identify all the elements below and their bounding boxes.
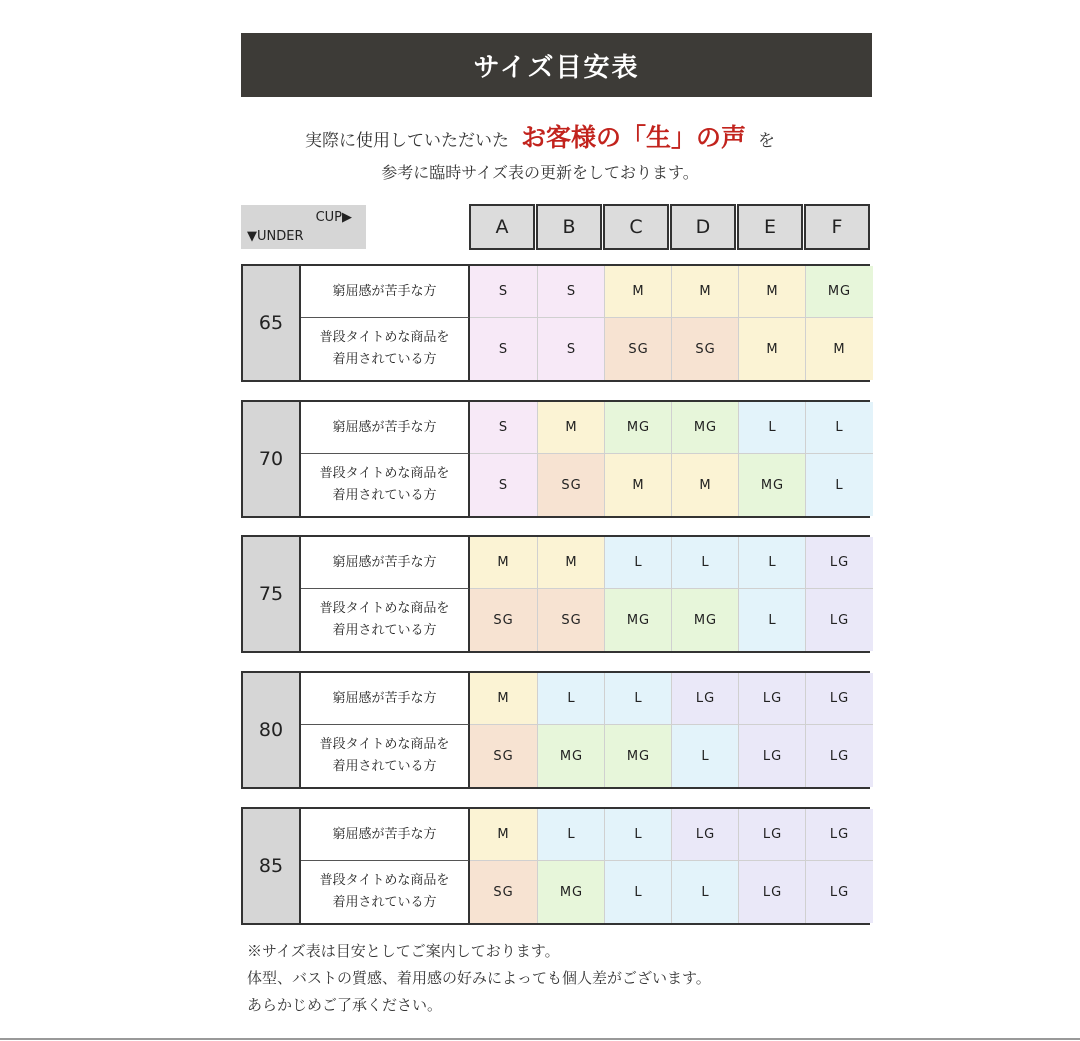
size-cell: M: [537, 402, 605, 454]
row-label-tight-line: 着用されている方: [332, 895, 437, 910]
row-label-tight: [301, 589, 470, 651]
size-cell: M: [738, 266, 806, 318]
size-cell: LG: [671, 809, 739, 861]
size-cell: SG: [537, 589, 605, 651]
intro-line-2: 参考に臨時サイズ表の更新をしております。: [381, 163, 699, 182]
note-line: ※サイズ表は目安としてご案内しております。: [247, 942, 560, 960]
row-label-tight-line: 着用されている方: [332, 352, 437, 367]
size-cell: LG: [738, 809, 806, 861]
cup-header-cell: F: [804, 204, 870, 250]
size-cell: LG: [805, 673, 873, 725]
size-cell: M: [470, 673, 537, 725]
size-cell: SG: [470, 861, 537, 923]
row-label-loose: 窮屈感が苦手な方: [301, 537, 470, 589]
size-cell: L: [604, 673, 672, 725]
size-cell: M: [470, 809, 537, 861]
row-label-tight-line: 普段タイトめな商品を: [319, 873, 450, 888]
size-cell: L: [738, 537, 806, 589]
row-label-tight: [301, 725, 470, 787]
row-label-tight: [301, 861, 470, 923]
size-block: [241, 535, 870, 653]
row-label-tight-line: 普段タイトめな商品を: [319, 601, 450, 616]
bottom-divider: [0, 1038, 1080, 1040]
size-cell: LG: [738, 725, 806, 787]
size-cell: M: [738, 318, 806, 380]
intro-line-1: [0, 118, 1080, 152]
size-cell: LG: [805, 861, 873, 923]
cup-header-cell: A: [469, 204, 535, 250]
size-cell: SG: [604, 318, 672, 380]
size-cell: MG: [604, 589, 672, 651]
under-size-label: 85: [243, 809, 301, 923]
size-cell: LG: [805, 537, 873, 589]
size-cell: L: [604, 861, 672, 923]
size-cell: L: [537, 809, 605, 861]
note-line: 体型、バストの質感、着用感の好みによっても個人差がございます。: [247, 969, 711, 987]
size-cell: S: [537, 266, 605, 318]
size-cell: S: [470, 318, 537, 380]
row-label-tight-line: 着用されている方: [332, 759, 437, 774]
row-label-loose: 窮屈感が苦手な方: [301, 266, 470, 318]
under-axis-label: ▼UNDER: [247, 229, 304, 244]
row-label-loose: 窮屈感が苦手な方: [301, 402, 470, 454]
size-cell: SG: [671, 318, 739, 380]
under-size-label: 75: [243, 537, 301, 651]
page-title: サイズ目安表: [473, 52, 640, 83]
table-corner-header: [241, 205, 366, 249]
size-cell: MG: [671, 589, 739, 651]
size-cell: M: [604, 454, 672, 516]
size-cell: L: [671, 725, 739, 787]
size-cell: MG: [805, 266, 873, 318]
size-cell: L: [738, 402, 806, 454]
cup-header-cell: D: [670, 204, 736, 250]
size-cell: LG: [805, 589, 873, 651]
size-cell: M: [537, 537, 605, 589]
size-cell: L: [805, 454, 873, 516]
notes: [247, 938, 711, 1019]
row-label-tight: [301, 454, 470, 516]
cup-axis-label: CUP▶: [315, 210, 352, 225]
size-cell: M: [805, 318, 873, 380]
size-block: [241, 807, 870, 925]
size-cell: S: [470, 454, 537, 516]
size-cell: L: [604, 809, 672, 861]
size-cell: MG: [537, 725, 605, 787]
size-cell: MG: [671, 402, 739, 454]
size-block: [241, 671, 870, 789]
size-block: [241, 264, 870, 382]
size-cell: MG: [738, 454, 806, 516]
row-label-tight-line: 普段タイトめな商品を: [319, 466, 450, 481]
row-label-tight-line: 普段タイトめな商品を: [319, 737, 450, 752]
size-cell: MG: [537, 861, 605, 923]
size-cell: LG: [671, 673, 739, 725]
size-cell: MG: [604, 725, 672, 787]
row-label-loose: 窮屈感が苦手な方: [301, 809, 470, 861]
size-cell: SG: [537, 454, 605, 516]
size-block: [241, 400, 870, 518]
row-label-loose: 窮屈感が苦手な方: [301, 673, 470, 725]
intro-highlight: お客様の「生」の声: [520, 123, 746, 152]
size-cell: S: [470, 402, 537, 454]
size-cell: M: [470, 537, 537, 589]
row-label-tight-line: 着用されている方: [332, 488, 437, 503]
row-label-tight-line: 普段タイトめな商品を: [319, 330, 450, 345]
cup-header-cell: E: [737, 204, 803, 250]
size-cell: L: [537, 673, 605, 725]
size-cell: SG: [470, 725, 537, 787]
under-size-label: 80: [243, 673, 301, 787]
under-size-label: 65: [243, 266, 301, 380]
row-label-tight-line: 着用されている方: [332, 623, 437, 638]
intro-text-post: を: [758, 131, 775, 151]
size-cell: M: [604, 266, 672, 318]
size-cell: LG: [738, 673, 806, 725]
size-cell: L: [671, 537, 739, 589]
size-cell: S: [470, 266, 537, 318]
cup-header-cell: C: [603, 204, 669, 250]
title-banner: [241, 33, 872, 97]
size-cell: LG: [805, 725, 873, 787]
size-cell: L: [671, 861, 739, 923]
size-cell: M: [671, 454, 739, 516]
size-cell: S: [537, 318, 605, 380]
size-cell: LG: [805, 809, 873, 861]
size-cell: L: [604, 537, 672, 589]
under-size-label: 70: [243, 402, 301, 516]
size-cell: M: [671, 266, 739, 318]
intro-text-pre: 実際に使用していただいた: [304, 131, 509, 151]
row-label-tight: [301, 318, 470, 380]
size-cell: MG: [604, 402, 672, 454]
note-line: あらかじめご了承ください。: [247, 996, 443, 1014]
size-cell: LG: [738, 861, 806, 923]
size-cell: SG: [470, 589, 537, 651]
size-cell: L: [805, 402, 873, 454]
cup-header-cell: B: [536, 204, 602, 250]
size-cell: L: [738, 589, 806, 651]
